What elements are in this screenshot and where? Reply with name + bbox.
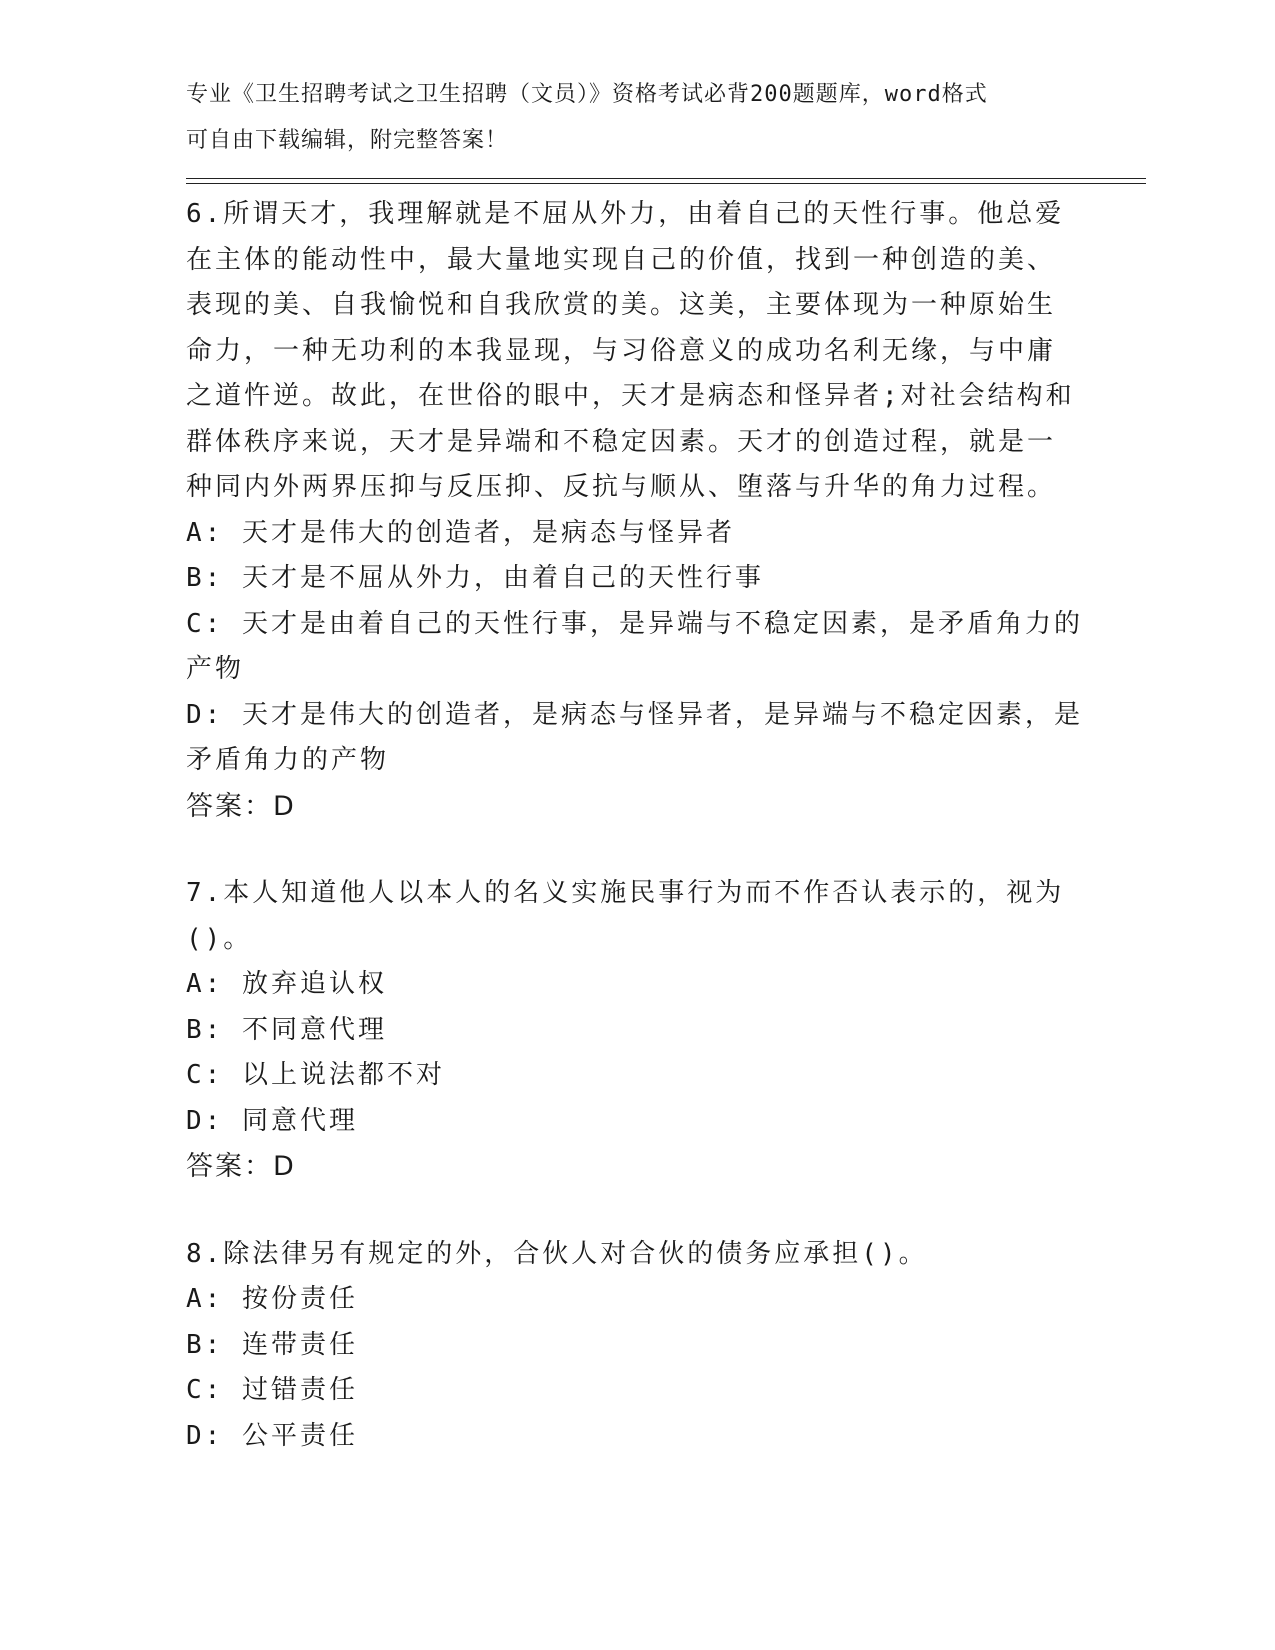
option-b: B: 天才是不屈从外力，由着自己的天性行事 xyxy=(186,563,764,593)
option-d: D: 公平责任 xyxy=(186,1420,358,1451)
question-stem-line: 7.本人知道他人以本人的名义实施民事行为而不作否认表示的，视为 xyxy=(186,878,1065,908)
document-header xyxy=(186,72,1086,163)
option-c: C: 过错责任 xyxy=(186,1375,358,1405)
header-line: 专业《卫生招聘考试之卫生招聘（文员）》资格考试必背200题题库，word格式 xyxy=(186,82,988,107)
option-c-continued: 产物 xyxy=(186,654,245,684)
option-d-continued: 矛盾角力的产物 xyxy=(186,745,390,775)
question-7 xyxy=(186,871,1086,1190)
answer-line: 答案：D xyxy=(186,790,296,822)
question-stem-line: 群体秩序来说，天才是异端和不稳定因素。天才的创造过程，就是一 xyxy=(186,426,1057,457)
question-6 xyxy=(186,192,1086,829)
option-c: C: 天才是由着自己的天性行事，是异端与不稳定因素，是矛盾角力的 xyxy=(186,608,1083,639)
question-8 xyxy=(186,1232,1086,1460)
question-stem-line: 8.除法律另有规定的外，合伙人对合伙的债务应承担()。 xyxy=(186,1238,928,1269)
question-stem-line: ()。 xyxy=(186,923,253,954)
question-stem-line: 命力，一种无功利的本我显现，与习俗意义的成功名利无缘，与中庸 xyxy=(186,335,1057,366)
option-a: A: 天才是伟大的创造者，是病态与怪异者 xyxy=(186,517,735,548)
answer-line: 答案：D xyxy=(186,1151,296,1182)
document-body xyxy=(186,192,1086,1459)
option-b: B: 连带责任 xyxy=(186,1329,358,1360)
question-spacer xyxy=(186,829,1086,871)
option-d: D: 天才是伟大的创造者，是病态与怪异者，是异端与不稳定因素，是 xyxy=(186,699,1083,730)
header-line: 可自由下载编辑，附完整答案！ xyxy=(186,127,509,153)
question-stem-line: 在主体的能动性中，最大量地实现自己的价值，找到一种创造的美、 xyxy=(186,244,1057,275)
question-stem-line: 表现的美、自我愉悦和自我欣赏的美。这美，主要体现为一种原始生 xyxy=(186,290,1057,320)
question-spacer xyxy=(186,1190,1086,1232)
option-c: C: 以上说法都不对 xyxy=(186,1060,445,1090)
option-b: B: 不同意代理 xyxy=(186,1014,387,1045)
option-d: D: 同意代理 xyxy=(186,1105,358,1136)
header-divider-top xyxy=(186,178,1146,179)
question-stem-line: 之道忤逆。故此，在世俗的眼中，天才是病态和怪异者;对社会结构和 xyxy=(186,381,1075,411)
question-stem-line: 种同内外两界压抑与反压抑、反抗与顺从、堕落与升华的角力过程。 xyxy=(186,472,1057,502)
question-stem-line: 6.所谓天才，我理解就是不屈从外力，由着自己的天性行事。他总爱 xyxy=(186,199,1065,229)
header-divider-bottom xyxy=(186,183,1146,184)
option-a: A: 放弃追认权 xyxy=(186,969,387,999)
option-a: A: 按份责任 xyxy=(186,1284,358,1314)
